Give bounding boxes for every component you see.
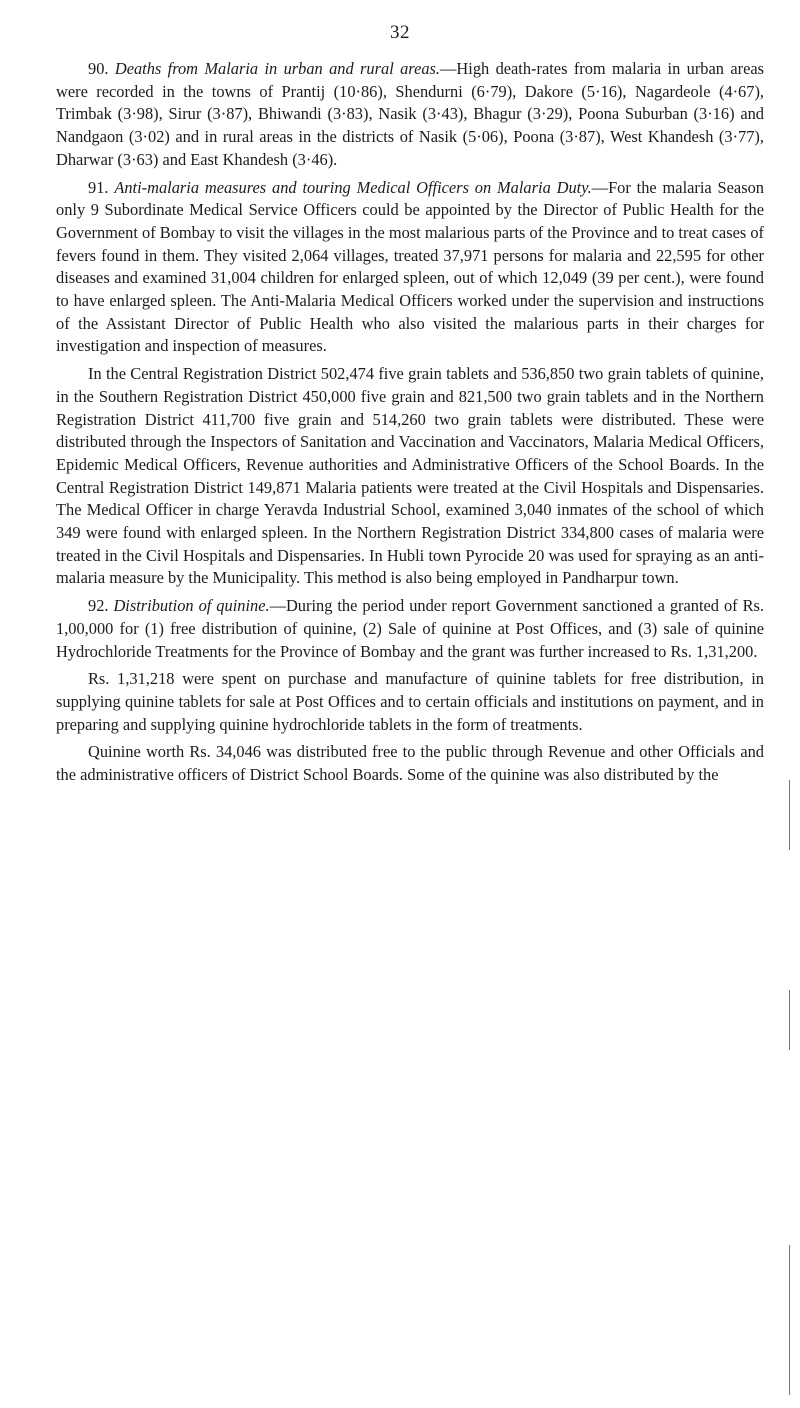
scan-edge-line bbox=[789, 1245, 790, 1395]
paragraph-text: Rs. 1,31,218 were spent on purchase and manufacture of quinine tablets for free distribution, in supplying quinine tablets for sale at Post Offices and to certain officials and institutions on payment, and in preparing and supplying quinine hydrochloride tablets in the form of treatments. bbox=[56, 669, 764, 734]
paragraph-number: 92. bbox=[88, 596, 114, 616]
paragraph-expenditure bbox=[56, 668, 764, 736]
paragraph-text: —For the malaria Season only 9 Subordinate Medical Service Officers could be appointed by the Director of Public Health for the Government of Bombay to visit the villages in the most malarious parts of the Province and to treat cases of fevers found in them. They visited 2,064 villages, treated 37,971 persons for malaria and 22,595 for other diseases and examined 31,004 children for enlarged spleen, out of which 12,049 (39 per cent.), were found to have enlarged spleen. The Anti-Malaria Medical Officers worked under the supervision and instructions of the Assistant Director of Public Health who also visited the malarious parts in their charges for investigation and inspection of measures. bbox=[56, 177, 764, 356]
paragraph-number: 91. bbox=[88, 177, 115, 197]
paragraph-text: —High death-rates from malaria in urban areas were recorded in the towns of Prantij (10·86), Shendurni (6·79), Dakore (5·16), Nagardeole (4·67), Trimbak (3·98), Sirur (3·87), Bhiwandi (3·83), Nasik (3·43), Bhagur (3·29), Poona Suburban (3·16) and Nandgaon (3·02) and in rural areas in the districts of Nasik (5·06), Poona (3·87), West Khandesh (3·77), Dharwar (3·63) and East Khandesh (3·46). bbox=[56, 59, 765, 169]
paragraph-text: In the Central Registration District 502,474 five grain tablets and 536,850 two grain tablets of quinine, in the Southern Registration District 450,000 five grain and 821,500 two grain tablets and in the Northern Registration District 411,700 five grain and 514,260 two grain tablets were distributed. These were distributed through the Inspectors of Sanitation and Vaccination and Vaccinators, Malaria Medical Officers, Epidemic Medical Officers, Revenue authorities and Administrative Officers of the School Boards. In the Central Registration District 149,871 Malaria patients were treated at the Civil Hospitals and Dispensaries. The Medical Officer in charge Yeravda Industrial School, examined 3,040 inmates of the school of which 349 were found with enlarged spleen. In the Northern Registration District 334,800 cases of malaria were treated in the Civil Hospitals and Dispensaries. In Hubli town Pyrocide 20 was used for spraying as an anti-malaria measure by the Municipality. This method is also being employed in Pandharpur town. bbox=[56, 364, 764, 588]
paragraph-number: 90. bbox=[88, 59, 115, 78]
page-body bbox=[56, 58, 764, 792]
paragraph-90-deaths-from-malaria bbox=[56, 58, 764, 172]
paragraph-heading: Anti-malaria measures and touring Medical Officers on Malaria Duty. bbox=[114, 177, 592, 197]
paragraph-91-anti-malaria-measures bbox=[56, 177, 764, 359]
paragraph-text: —During the period under report Government sanctioned a granted of Rs. 1,00,000 for (1) free distribution of quinine, (2) Sale of quinine at Post Offices, and (3) sale of quinine Hydrochloride Treatments for the Province of Bombay and the grant was further increased to Rs. 1,31,200. bbox=[56, 596, 764, 661]
paragraph-free-distribution bbox=[56, 741, 764, 786]
paragraph-heading: Distribution of quinine. bbox=[113, 596, 270, 616]
scan-edge-line bbox=[789, 990, 790, 1050]
paragraph-heading: Deaths from Malaria in urban and rural areas. bbox=[114, 59, 441, 78]
paragraph-text: Quinine worth Rs. 34,046 was distributed free to the public through Revenue and other Officials and the administrative officers of District School Boards. Some of the quinine was also distributed by the bbox=[56, 742, 764, 785]
scan-edge-line bbox=[789, 780, 790, 850]
paragraph-92-distribution-of-quinine bbox=[56, 595, 764, 663]
paragraph-registration-districts bbox=[56, 363, 764, 590]
page-number: 32 bbox=[390, 22, 410, 43]
